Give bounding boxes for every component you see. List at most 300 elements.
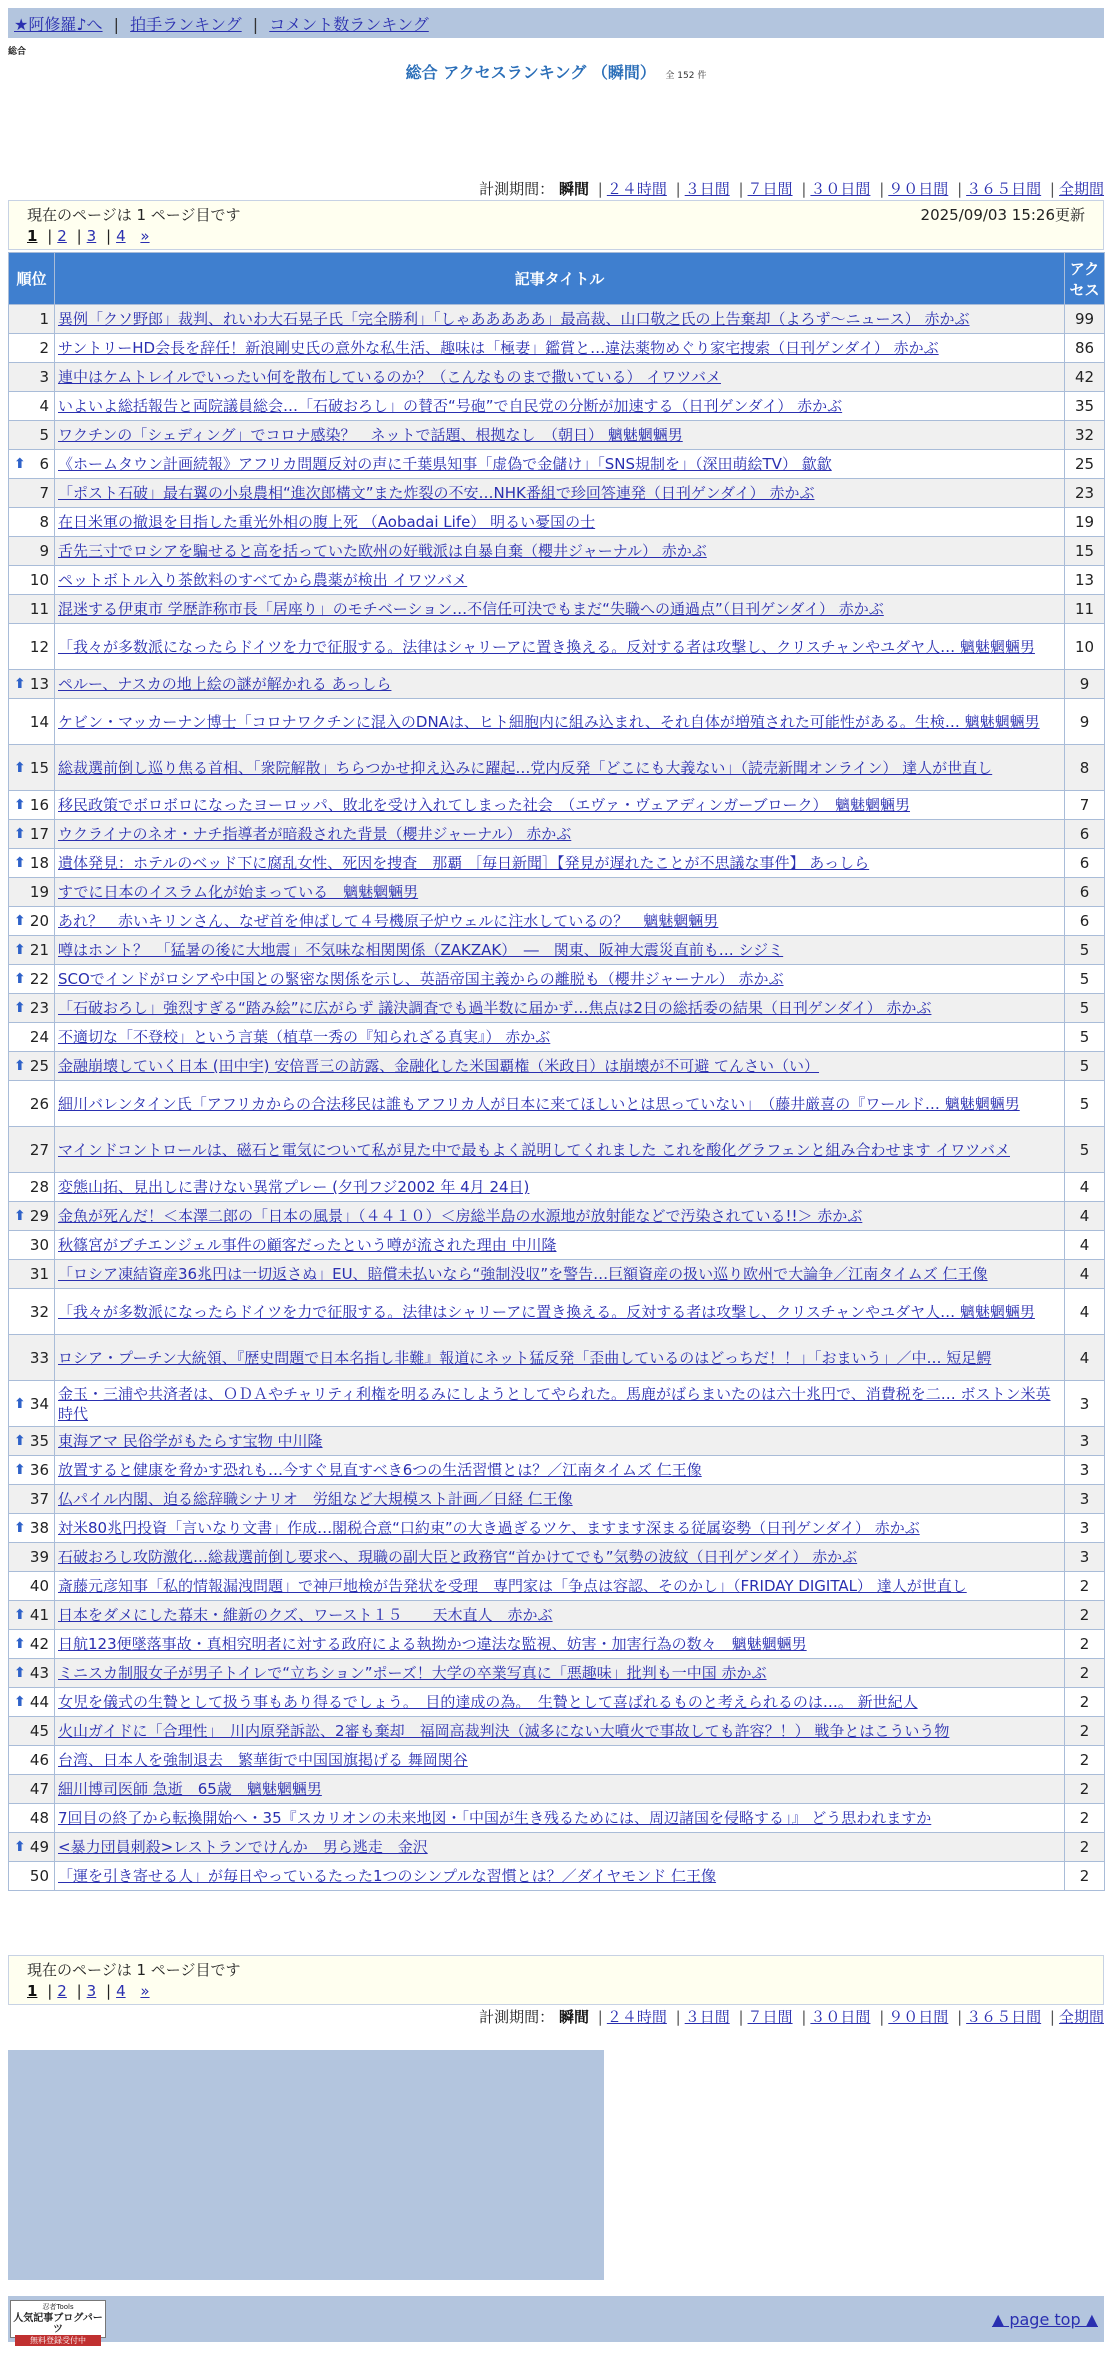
rank-number: 17 — [29, 825, 49, 843]
table-row — [9, 392, 1105, 421]
rank-number: 4 — [39, 397, 49, 415]
rank-number: 47 — [29, 1780, 49, 1798]
article-link[interactable]: 火山ガイドに「合理性」 川内原発訴訟、2審も棄却 福岡高裁判決（滅多にない大噴火で事故しても許容？！） 戦争とはこういう物 — [58, 1722, 950, 1740]
period-365d-link[interactable]: ３６５日間 — [966, 2008, 1042, 2026]
page-title — [0, 60, 1112, 83]
rank-number: 44 — [29, 1693, 49, 1711]
table-row — [9, 1862, 1105, 1891]
rank-number: 15 — [29, 758, 49, 777]
rank-cell — [9, 624, 55, 670]
title-column-header: 記事タイトル — [55, 253, 1065, 305]
article-link[interactable]: マインドコントロールは、磁石と電気について私が見た中で最もよく説明してくれました これを酸化グラフェンと組み合わせます イワツバメ — [58, 1140, 1010, 1159]
table-row — [9, 965, 1105, 994]
access-count: 25 — [1065, 450, 1105, 479]
ninja-tools-badge[interactable] — [10, 2300, 106, 2345]
title-cell — [55, 1862, 1065, 1891]
pagination: 1 | 2 | 3 | 4 » — [27, 227, 150, 245]
rank-up-arrow-icon: ⬆ — [14, 942, 26, 958]
separator: | — [113, 15, 120, 34]
article-link[interactable]: すでに日本のイスラム化が始まっている 魑魅魍魎男 — [58, 883, 419, 901]
rank-cell — [9, 305, 55, 334]
table-row — [9, 1630, 1105, 1659]
rank-number: 36 — [29, 1461, 49, 1479]
rank-cell — [9, 699, 55, 745]
rank-cell — [9, 1717, 55, 1746]
rank-cell — [9, 537, 55, 566]
rank-up-arrow-icon: ⬆ — [14, 1636, 26, 1652]
rank-cell — [9, 1804, 55, 1833]
access-count: 2 — [1065, 1572, 1105, 1601]
article-link[interactable]: 混迷する伊東市 学歴詐称市長「居座り」のモチベーション…不信任可決でもまだ“失職への通過点”（日刊ゲンダイ） 赤かぶ — [58, 600, 884, 618]
table-row — [9, 305, 1105, 334]
article-link[interactable]: 在日米軍の撤退を目指した重光外相の腹上死 （Aobadai Life） 明るい憂国の士 — [58, 513, 596, 531]
title-cell — [55, 1804, 1065, 1833]
rank-up-arrow-icon: ⬆ — [14, 826, 26, 842]
rank-cell — [9, 450, 55, 479]
access-count: 5 — [1065, 965, 1105, 994]
rank-cell — [9, 334, 55, 363]
rank-cell — [9, 1427, 55, 1456]
article-link[interactable]: 舌先三寸でロシアを騙せると高を括っていた欧州の好戦派は自暴自棄（櫻井ジャーナル） 赤かぶ — [58, 542, 707, 560]
page-current: 1 — [27, 227, 38, 245]
title-cell — [55, 305, 1065, 334]
title-cell — [55, 1173, 1065, 1202]
access-count: 4 — [1065, 1231, 1105, 1260]
separator: | — [252, 15, 259, 34]
access-count: 2 — [1065, 1630, 1105, 1659]
paging-info-top — [8, 200, 1104, 250]
article-link[interactable]: 放置すると健康を脅かす恐れも…今すぐ見直すべき6つの生活習慣とは？／江南タイムズ 仁王像 — [58, 1461, 702, 1479]
rank-number: 48 — [29, 1809, 49, 1827]
table-row — [9, 1601, 1105, 1630]
rank-number: 22 — [29, 970, 49, 988]
access-count: 6 — [1065, 820, 1105, 849]
ad-placeholder — [8, 2050, 604, 2280]
table-row — [9, 1456, 1105, 1485]
rank-cell — [9, 1335, 55, 1381]
applause-ranking-link[interactable]: 拍手ランキング — [130, 15, 242, 34]
table-row — [9, 1833, 1105, 1862]
access-count: 5 — [1065, 1023, 1105, 1052]
rank-up-arrow-icon: ⬆ — [14, 855, 26, 871]
ranking-table — [8, 252, 1105, 1891]
rank-cell — [9, 1572, 55, 1601]
rank-number: 26 — [29, 1094, 49, 1113]
access-count: 3 — [1065, 1381, 1105, 1427]
ninja-line-2: 人気記事ブログパーツ — [13, 2313, 103, 2335]
rank-cell — [9, 1514, 55, 1543]
table-row — [9, 878, 1105, 907]
access-count: 42 — [1065, 363, 1105, 392]
article-link[interactable]: 「ロシア凍結資産36兆円は一切返さぬ」EU、賠償未払いなら“強制没収”を警告…巨額資産の扱い巡り欧州で大論争／江南タイムズ 仁王像 — [58, 1265, 988, 1283]
article-link[interactable]: 移民政策でボロボロになったヨーロッパ、敗北を受け入れてしまった社会 （エヴァ・ヴェアディンガーブローク） 魑魅魍魎男 — [58, 796, 911, 814]
access-count: 4 — [1065, 1202, 1105, 1231]
access-count: 4 — [1065, 1260, 1105, 1289]
rank-cell — [9, 1688, 55, 1717]
period-all-link[interactable]: 全期間 — [1058, 180, 1104, 198]
title-cell — [55, 878, 1065, 907]
article-link[interactable]: SCOでインドがロシアや中国との緊密な関係を示し、英語帝国主義からの離脱も（櫻井ジャーナル） 赤かぶ — [58, 970, 784, 988]
access-count: 8 — [1065, 745, 1105, 791]
rank-number: 2 — [39, 339, 49, 357]
table-row — [9, 1543, 1105, 1572]
period-90d-link[interactable]: ９０日間 — [888, 180, 949, 198]
access-count: 6 — [1065, 878, 1105, 907]
rank-number: 31 — [29, 1265, 49, 1283]
rank-number: 16 — [29, 796, 49, 814]
page-3-link[interactable]: 3 — [86, 227, 97, 245]
period-current: 瞬間 — [558, 180, 589, 198]
rank-number: 24 — [29, 1028, 49, 1046]
rank-cell — [9, 1833, 55, 1862]
title-cell — [55, 1231, 1065, 1260]
table-row — [9, 1023, 1105, 1052]
table-row — [9, 537, 1105, 566]
article-link[interactable]: ペットボトル入り茶飲料のすべてから農薬が検出 イワツバメ — [58, 571, 468, 589]
article-link[interactable]: 「我々が多数派になったらドイツを力で征服する。法律はシャリーアに置き換える。反対する者は攻撃し、クリスチャンやユダヤ人… 魑魅魍魎男 — [58, 1302, 1035, 1321]
access-count: 4 — [1065, 1335, 1105, 1381]
period-365d-link[interactable]: ３６５日間 — [966, 180, 1042, 198]
period-3d-link[interactable]: ３日間 — [684, 180, 730, 198]
title-cell — [55, 1833, 1065, 1862]
access-count: 9 — [1065, 670, 1105, 699]
article-link[interactable]: 石破おろし攻防激化…総裁選前倒し要求へ、現職の副大臣と政務官“首かけてでも”気勢の波紋（日刊ゲンダイ） 赤かぶ — [58, 1548, 858, 1566]
article-link[interactable]: 日本をダメにした幕末・維新のクズ、ワースト１５ 天木直人 赤かぶ — [58, 1606, 553, 1624]
rank-cell — [9, 820, 55, 849]
title-cell — [55, 537, 1065, 566]
table-row — [9, 1775, 1105, 1804]
rank-number: 38 — [29, 1519, 49, 1537]
page-3-link[interactable]: 3 — [86, 1982, 97, 2000]
article-link[interactable]: サントリーHD会長を辞任！新浪剛史氏の意外な私生活、趣味は「極妻」鑑賞と…違法薬物めぐり家宅捜索（日刊ゲンダイ） 赤かぶ — [58, 339, 939, 357]
rank-up-arrow-icon: ⬆ — [14, 456, 26, 472]
rank-up-arrow-icon: ⬆ — [14, 1395, 26, 1412]
rank-cell — [9, 1543, 55, 1572]
updated-timestamp: 2025/09/03 15:26更新 — [920, 206, 1085, 224]
table-row — [9, 1514, 1105, 1543]
rank-cell — [9, 421, 55, 450]
access-count: 2 — [1065, 1688, 1105, 1717]
article-link[interactable]: いよいよ総括報告と両院議員総会…「石破おろし」の賛否“号砲”で自民党の分断が加速する（日刊ゲンダイ） 赤かぶ — [58, 397, 843, 415]
rank-number: 18 — [29, 854, 49, 872]
top-nav-bar — [8, 8, 1104, 38]
rank-cell — [9, 936, 55, 965]
article-link[interactable]: ケビン・マッカーナン博士「コロナワクチンに混入のDNAは、ヒト細胞内に組み込まれ、それ自体が増殖された可能性がある。生検… 魑魅魍魎男 — [58, 712, 1040, 731]
rank-number: 21 — [29, 941, 49, 959]
article-link[interactable]: 細川バレンタイン氏「アフリカからの合法移民は誰もアフリカ人が日本に来てほしいとは思っていない」 （藤井厳喜の『ワールド… 魑魅魍魎男 — [58, 1094, 1020, 1113]
article-link[interactable]: <暴力団員刺殺>レストランでけんか 男ら逃走 金沢 — [58, 1838, 428, 1856]
table-row — [9, 566, 1105, 595]
page-2-link[interactable]: 2 — [57, 1982, 67, 2000]
rank-cell — [9, 1289, 55, 1335]
title-cell — [55, 624, 1065, 670]
rank-cell — [9, 595, 55, 624]
page-4-link[interactable]: 4 — [116, 1982, 126, 2000]
rank-up-arrow-icon: ⬆ — [14, 1433, 26, 1449]
rank-up-arrow-icon: ⬆ — [14, 1058, 26, 1074]
rank-cell — [9, 1862, 55, 1891]
article-link[interactable]: 《ホームタウン計画続報》アフリカ問題反対の声に千葉県知事「虚偽で金儲け」「SNS規制を」（深田萌絵TV） 歙歙 — [58, 455, 832, 473]
table-row — [9, 450, 1105, 479]
comment-ranking-link[interactable]: コメント数ランキング — [269, 15, 429, 34]
rank-number: 43 — [29, 1664, 49, 1682]
table-row — [9, 1289, 1105, 1335]
article-link[interactable]: 金融崩壊していく日本 (田中宇) 安倍晋三の訪露、金融化した米国覇権（米政日）は崩壊が不可避 てんさい（い） — [58, 1057, 820, 1075]
page-title-text: 総合 アクセスランキング （瞬間） — [405, 63, 656, 82]
access-count: 4 — [1065, 1173, 1105, 1202]
article-link[interactable]: 連中はケムトレイルでいったい何を散布しているのか？（こんなものまで撒いている） イワツバメ — [58, 368, 721, 386]
article-link[interactable]: ロシア・プーチン大統領、『歴史問題で日本名指し非難』報道にネット猛反発「歪曲しているのはどっちだ！！」「おまいう」／中… 短足鰐 — [58, 1348, 992, 1367]
rank-up-arrow-icon: ⬆ — [14, 1462, 26, 1478]
rank-cell — [9, 1052, 55, 1081]
rank-number: 27 — [29, 1140, 49, 1159]
article-link[interactable]: 異例「クソ野郎」裁判、れいわ大石晃子氏「完全勝利」「しゃあああああ」最高裁、山口敬之氏の上告棄却（よろず〜ニュース） 赤かぶ — [58, 310, 970, 328]
period-30d-link[interactable]: ３０日間 — [810, 180, 871, 198]
rank-cell — [9, 994, 55, 1023]
table-row — [9, 1260, 1105, 1289]
next-page-link[interactable]: » — [140, 227, 150, 245]
access-count: 3 — [1065, 1543, 1105, 1572]
title-cell — [55, 595, 1065, 624]
rank-number: 32 — [29, 1302, 49, 1321]
table-row — [9, 595, 1105, 624]
title-cell — [55, 1427, 1065, 1456]
rank-cell — [9, 849, 55, 878]
access-count: 2 — [1065, 1804, 1105, 1833]
rank-cell — [9, 745, 55, 791]
next-page-link[interactable]: » — [140, 1982, 150, 2000]
title-cell — [55, 1289, 1065, 1335]
period-24h-link[interactable]: ２４時間 — [606, 180, 667, 198]
article-link[interactable]: 「我々が多数派になったらドイツを力で征服する。法律はシャリーアに置き換える。反対する者は攻撃し、クリスチャンやユダヤ人… 魑魅魍魎男 — [58, 637, 1035, 656]
rank-number: 49 — [29, 1838, 49, 1856]
article-link[interactable]: 「ポスト石破」最右翼の小泉農相“進次郎構文”また炸裂の不安…NHK番組で珍回答連発（日刊ゲンダイ） 赤かぶ — [58, 484, 815, 502]
table-row — [9, 479, 1105, 508]
title-cell — [55, 363, 1065, 392]
rank-number: 33 — [29, 1348, 49, 1367]
rank-cell — [9, 907, 55, 936]
title-cell — [55, 1260, 1065, 1289]
article-link[interactable]: 金玉・三浦や共済者は、ＯＤＡやチャリティ利権を明るみにしようとしてやられた。馬鹿がばらまいたのは六十兆円で、消費税を二… ボストン米英時代 — [58, 1384, 1051, 1423]
article-link[interactable]: 「石破おろし」強烈すぎる“踏み絵”に広がらず 議決調査でも過半数に届かず…焦点は2日の総括委の結果（日刊ゲンダイ） 赤かぶ — [58, 999, 932, 1017]
title-cell — [55, 392, 1065, 421]
title-cell — [55, 508, 1065, 537]
access-count: 2 — [1065, 1862, 1105, 1891]
title-cell — [55, 699, 1065, 745]
rank-cell — [9, 1381, 55, 1427]
rank-number: 45 — [29, 1722, 49, 1740]
period-3d-link[interactable]: ３日間 — [684, 2008, 730, 2026]
rank-number: 34 — [29, 1394, 49, 1413]
article-link[interactable]: 秋篠宮がブチエンジェル事件の顧客だったという噂が流された理由 中川隆 — [58, 1236, 557, 1254]
rank-number: 25 — [29, 1057, 49, 1075]
access-count: 5 — [1065, 1127, 1105, 1173]
article-link[interactable]: 7回目の終了から転換開始へ・35『スカリオンの未来地図・「中国が生き残るためには、周辺諸国を侵略する」』 どう思われますか — [58, 1809, 932, 1827]
page-2-link[interactable]: 2 — [57, 227, 67, 245]
article-link[interactable]: 女児を儀式の生贄として扱う事もあり得るでしょう。 目的達成の為。 生贄として喜ばれるものと考えられるのは…。 新世紀人 — [58, 1693, 918, 1711]
title-cell — [55, 791, 1065, 820]
access-count: 7 — [1065, 791, 1105, 820]
rank-up-arrow-icon: ⬆ — [14, 1665, 26, 1681]
total-count: 全 152 件 — [665, 71, 707, 81]
title-cell — [55, 849, 1065, 878]
table-row — [9, 1127, 1105, 1173]
table-row — [9, 699, 1105, 745]
access-count: 3 — [1065, 1514, 1105, 1543]
table-row — [9, 994, 1105, 1023]
period-90d-link[interactable]: ９０日間 — [888, 2008, 949, 2026]
period-all-link[interactable]: 全期間 — [1058, 2008, 1104, 2026]
article-link[interactable]: ミニスカ制服女子が男子トイレで“立ちション”ポーズ！大学の卒業写真に「悪趣味」批判も一中国 赤かぶ — [58, 1664, 767, 1682]
article-link[interactable]: 日航123便墜落事故・真相究明者に対する政府による執拗かつ違法な監視、妨害・加害行為の数々 魑魅魍魎男 — [58, 1635, 807, 1653]
footer-bar — [8, 2296, 1104, 2345]
rank-up-arrow-icon: ⬆ — [14, 1520, 26, 1536]
article-link[interactable]: ワクチンの「シェディング」でコロナ感染？ ネットで話題、根拠なし （朝日） 魑魅魍魎男 — [58, 426, 683, 444]
page-4-link[interactable]: 4 — [116, 227, 126, 245]
table-row — [9, 1717, 1105, 1746]
period-7d-link[interactable]: ７日間 — [747, 180, 793, 198]
rank-number: 28 — [29, 1178, 49, 1196]
article-link[interactable]: 斎藤元彦知事「私的情報漏洩問題」で神戸地検が告発状を受理 専門家は「争点は容認、そのかし」（FRIDAY DIGITAL） 達人が世直し — [58, 1577, 967, 1595]
period-current: 瞬間 — [558, 2008, 589, 2026]
article-link[interactable]: ウクライナのネオ・ナチ指導者が暗殺された背景（櫻井ジャーナル） 赤かぶ — [58, 825, 572, 843]
article-link[interactable]: 対米80兆円投資「言いなり文書」作成…閣税合意“口約束”の大き過ぎるツケ、ますます深まる従属姿勢（日刊ゲンダイ） 赤かぶ — [58, 1519, 920, 1537]
period-selector-bottom: 計測期間： 瞬間 | ２４時間 | ３日間 | ７日間 | ３０日間 | ９０日間 | ３６５日間 | 全期間 — [479, 2008, 1104, 2026]
period-selector-top: 計測期間： 瞬間 | ２４時間 | ３日間 | ７日間 | ３０日間 | ９０日間 | ３６５日間 | 全期間 — [479, 180, 1104, 198]
table-row — [9, 1485, 1105, 1514]
rank-number: 41 — [29, 1606, 49, 1624]
rank-up-arrow-icon: ⬆ — [14, 1694, 26, 1710]
rank-up-arrow-icon: ⬆ — [14, 1839, 26, 1855]
table-row — [9, 1052, 1105, 1081]
rank-number: 19 — [29, 883, 49, 901]
article-link[interactable]: あれ？ 赤いキリンさん、なぜ首を伸ばして４号機原子炉ウェルに注水しているの？ 魑魅魍魎男 — [58, 912, 719, 930]
rank-cell — [9, 1746, 55, 1775]
ninja-line-1: 忍者Tools — [42, 2303, 74, 2311]
page-top-link[interactable]: ▲ page top ▲ — [991, 2310, 1098, 2329]
access-count: 99 — [1065, 305, 1105, 334]
title-cell — [55, 566, 1065, 595]
rank-cell — [9, 965, 55, 994]
table-row — [9, 334, 1105, 363]
period-7d-link[interactable]: ７日間 — [747, 2008, 793, 2026]
article-link[interactable]: 噂はホント？ 「猛暑の後に大地震」不気味な相関関係（ZAKZAK） ― 関東、阪神大震災直前も… シジミ — [58, 941, 784, 959]
title-cell — [55, 1023, 1065, 1052]
rank-cell — [9, 1485, 55, 1514]
rank-up-arrow-icon: ⬆ — [14, 971, 26, 987]
rank-up-arrow-icon: ⬆ — [14, 676, 26, 692]
table-row — [9, 907, 1105, 936]
access-count: 9 — [1065, 699, 1105, 745]
period-30d-link[interactable]: ３０日間 — [810, 2008, 871, 2026]
access-count: 5 — [1065, 936, 1105, 965]
title-cell — [55, 1381, 1065, 1427]
rank-number: 50 — [29, 1867, 49, 1885]
rank-cell — [9, 878, 55, 907]
article-link[interactable]: 遺体発見：ホテルのベッド下に腐乱女性、死因を捜査 那覇 ［毎日新聞］【発見が遅れたことが不思議な事件】 あっしら — [58, 854, 870, 872]
article-link[interactable]: 細川博司医師 急逝 65歳 魑魅魍魎男 — [58, 1780, 322, 1798]
table-row — [9, 1572, 1105, 1601]
period-24h-link[interactable]: ２４時間 — [606, 2008, 667, 2026]
access-count: 5 — [1065, 994, 1105, 1023]
page-current: 1 — [27, 1982, 38, 2000]
access-count: 4 — [1065, 1289, 1105, 1335]
title-cell — [55, 1717, 1065, 1746]
rank-cell — [9, 363, 55, 392]
table-row — [9, 936, 1105, 965]
title-cell — [55, 1127, 1065, 1173]
rank-cell — [9, 1231, 55, 1260]
rank-cell — [9, 1456, 55, 1485]
table-row — [9, 820, 1105, 849]
title-cell — [55, 1572, 1065, 1601]
rank-cell — [9, 1023, 55, 1052]
title-cell — [55, 1746, 1065, 1775]
article-link[interactable]: 金魚が死んだ！＜本澤二郎の「日本の風景」（４４１０）＜房総半島の水源地が放射能などで汚染されている!!＞ 赤かぶ — [58, 1207, 863, 1225]
rank-up-arrow-icon: ⬆ — [14, 797, 26, 813]
rank-number: 35 — [29, 1432, 49, 1450]
access-count: 5 — [1065, 1081, 1105, 1127]
rank-cell — [9, 1601, 55, 1630]
table-row — [9, 624, 1105, 670]
rank-number: 30 — [29, 1236, 49, 1254]
title-cell — [55, 1775, 1065, 1804]
table-row — [9, 1804, 1105, 1833]
rank-up-arrow-icon: ⬆ — [14, 913, 26, 929]
paging-info-bottom — [8, 1955, 1104, 2005]
table-row — [9, 1335, 1105, 1381]
title-cell — [55, 450, 1065, 479]
article-link[interactable]: 総裁選前倒し巡り焦る首相、「衆院解散」ちらつかせ抑え込みに躍起…党内反発「どこにも大義ない」（読売新聞オンライン） 達人が世直し — [58, 758, 993, 777]
table-row — [9, 363, 1105, 392]
rank-up-arrow-icon: ⬆ — [14, 1607, 26, 1623]
title-cell — [55, 820, 1065, 849]
article-link[interactable]: 台湾、日本人を強制退去 繁華街で中国国旗掲げる 舞岡関谷 — [58, 1751, 468, 1769]
title-cell — [55, 907, 1065, 936]
article-link[interactable]: 「運を引き寄せる人」が毎日やっているたった1つのシンプルな習慣とは？／ダイヤモンド 仁王像 — [58, 1867, 717, 1885]
title-cell — [55, 1485, 1065, 1514]
rank-cell — [9, 508, 55, 537]
access-count: 19 — [1065, 508, 1105, 537]
rank-cell — [9, 670, 55, 699]
rank-cell — [9, 1202, 55, 1231]
rank-cell — [9, 1081, 55, 1127]
table-row — [9, 1746, 1105, 1775]
table-row — [9, 1381, 1105, 1427]
table-row — [9, 1081, 1105, 1127]
pagination: 1 | 2 | 3 | 4 » — [27, 1982, 150, 2000]
rank-cell — [9, 1173, 55, 1202]
rank-number: 20 — [29, 912, 49, 930]
article-link[interactable]: 東海アマ 民俗学がもたらす宝物 中川隆 — [58, 1432, 323, 1450]
home-link[interactable]: ★阿修羅♪へ — [14, 15, 103, 34]
rank-cell — [9, 566, 55, 595]
title-cell — [55, 1659, 1065, 1688]
rank-number: 14 — [29, 712, 49, 731]
article-link[interactable]: 仏パイル内閣、迫る総辞職シナリオ 労組など大規模スト計画／日経 仁王像 — [58, 1490, 573, 1508]
article-link[interactable]: 変態山拓、見出しに書けない異常プレー (夕刊フジ2002 年 4月 24日) — [58, 1178, 530, 1196]
access-count: 13 — [1065, 566, 1105, 595]
access-count: 3 — [1065, 1456, 1105, 1485]
article-link[interactable]: ペルー、ナスカの地上絵の謎が解かれる あっしら — [58, 675, 392, 693]
title-cell — [55, 1052, 1065, 1081]
rank-number: 42 — [29, 1635, 49, 1653]
article-link[interactable]: 不適切な「不登校」という言葉（植草一秀の『知られざる真実』） 赤かぶ — [58, 1028, 551, 1046]
access-count: 2 — [1065, 1775, 1105, 1804]
access-count: 11 — [1065, 595, 1105, 624]
paging-text: 現在のページは 1 ページ目です — [27, 206, 241, 224]
title-cell — [55, 1688, 1065, 1717]
